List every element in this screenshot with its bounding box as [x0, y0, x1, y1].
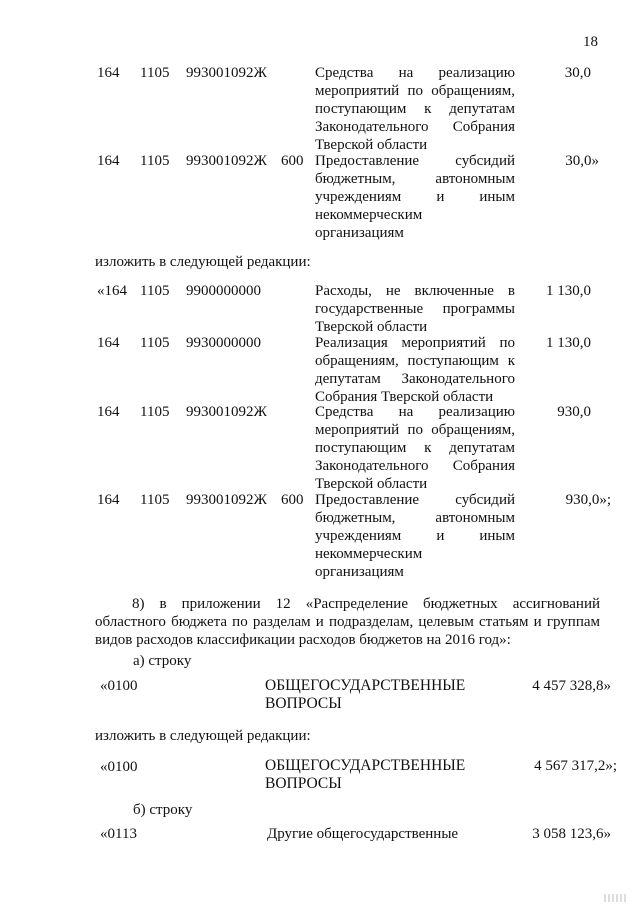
desc-line: бюджетным, автономным [315, 510, 515, 526]
ved-code: 164 [97, 65, 120, 81]
row-amount: 1 130,0 [546, 335, 591, 351]
item-a-label: а) строку [133, 653, 192, 669]
row-amount: 4 457 328,8» [532, 678, 611, 694]
row-description [315, 491, 515, 581]
section-code: 1105 [140, 153, 170, 169]
section-code: 1105 [140, 404, 170, 420]
target-code: 993001092Ж [186, 153, 267, 169]
intro-text: изложить в следующей редакции: [95, 254, 311, 270]
desc-line: Законодательного Собрания [315, 119, 515, 135]
desc-line: поступающим к депутатам [315, 101, 515, 117]
row-description [265, 677, 465, 713]
item-b-label: б) строку [133, 802, 193, 818]
desc-line: некоммерческим [315, 546, 423, 562]
page-number: 18 [583, 34, 598, 50]
desc-line: ОБЩЕГОСУДАРСТВЕННЫЕ [265, 677, 466, 694]
section-code: «0113 [100, 826, 137, 842]
ved-code: 164 [97, 153, 120, 169]
desc-line: Средства на реализацию [315, 404, 515, 420]
expense-type-code: 600 [281, 153, 304, 169]
row-description [315, 152, 515, 242]
paragraph-line: видов расходов классификации расходов бюджетов на 2016 год»: [95, 632, 511, 648]
paragraph-8 [95, 595, 600, 649]
target-code: 9930000000 [186, 335, 261, 351]
row-amount: 930,0 [557, 404, 591, 420]
desc-line: Предоставление субсидий [315, 492, 515, 508]
desc-line: некоммерческим [315, 207, 423, 223]
row-amount: 4 567 317,2»; [534, 758, 617, 774]
section-code: «0100 [100, 678, 138, 694]
desc-line: поступающим к депутатам [315, 440, 515, 456]
row-amount: 30,0» [565, 153, 599, 169]
row-amount: 30,0 [564, 65, 591, 81]
ved-code: «164 [97, 283, 127, 299]
paragraph-line: 8) в приложении 12 «Распределение бюджетных ассигнований [132, 596, 600, 612]
row-description [315, 282, 515, 336]
desc-line: обращениям, поступающим к [315, 353, 515, 369]
row-description [315, 334, 515, 406]
target-code: 993001092Ж [186, 65, 267, 81]
desc-line: Тверской области [315, 319, 428, 335]
section-code: 1105 [140, 335, 170, 351]
desc-line: Средства на реализацию [315, 65, 515, 81]
desc-line: Предоставление субсидий [315, 153, 515, 169]
row-amount: 1 130,0 [546, 283, 591, 299]
desc-line: мероприятий по обращениям, [315, 83, 515, 99]
row-description [265, 757, 465, 793]
desc-line: депутатам Законодательного [315, 371, 515, 387]
desc-line: учреждениям и иным [315, 189, 515, 205]
row-description [315, 403, 515, 493]
row-description: Другие общегосударственные [267, 826, 459, 842]
target-code: 9900000000 [186, 283, 261, 299]
ved-code: 164 [97, 492, 120, 508]
desc-line: Собрания Тверской области [315, 389, 494, 405]
desc-line: государственные программы [315, 301, 515, 317]
desc-line: Тверской области [315, 137, 428, 153]
desc-line: Тверской области [315, 476, 428, 492]
target-code: 993001092Ж [186, 404, 267, 420]
section-code: 1105 [140, 283, 170, 299]
row-description [315, 64, 515, 154]
expense-type-code: 600 [281, 492, 304, 508]
section-code: «0100 [100, 759, 138, 775]
desc-line: ВОПРОСЫ [265, 775, 342, 792]
intro-text: изложить в следующей редакции: [95, 728, 311, 744]
desc-line: Расходы, не включенные в [315, 283, 515, 299]
ved-code: 164 [97, 335, 120, 351]
desc-line: организациям [315, 564, 404, 580]
desc-line: мероприятий по обращениям, [315, 422, 515, 438]
desc-line: Реализация мероприятий по [315, 335, 515, 351]
scan-artifact [604, 894, 626, 902]
section-code: 1105 [140, 65, 170, 81]
section-code: 1105 [140, 492, 170, 508]
desc-line: Законодательного Собрания [315, 458, 515, 474]
row-amount: 930,0»; [565, 492, 611, 508]
desc-line: ВОПРОСЫ [265, 695, 342, 712]
row-amount: 3 058 123,6» [532, 826, 611, 842]
desc-line: учреждениям и иным [315, 528, 515, 544]
desc-line: бюджетным, автономным [315, 171, 515, 187]
paragraph-line: областного бюджета по разделам и подразделам, целевым статьям и группам [95, 614, 600, 630]
desc-line: организациям [315, 225, 404, 241]
ved-code: 164 [97, 404, 120, 420]
target-code: 993001092Ж [186, 492, 267, 508]
desc-line: ОБЩЕГОСУДАРСТВЕННЫЕ [265, 757, 466, 774]
